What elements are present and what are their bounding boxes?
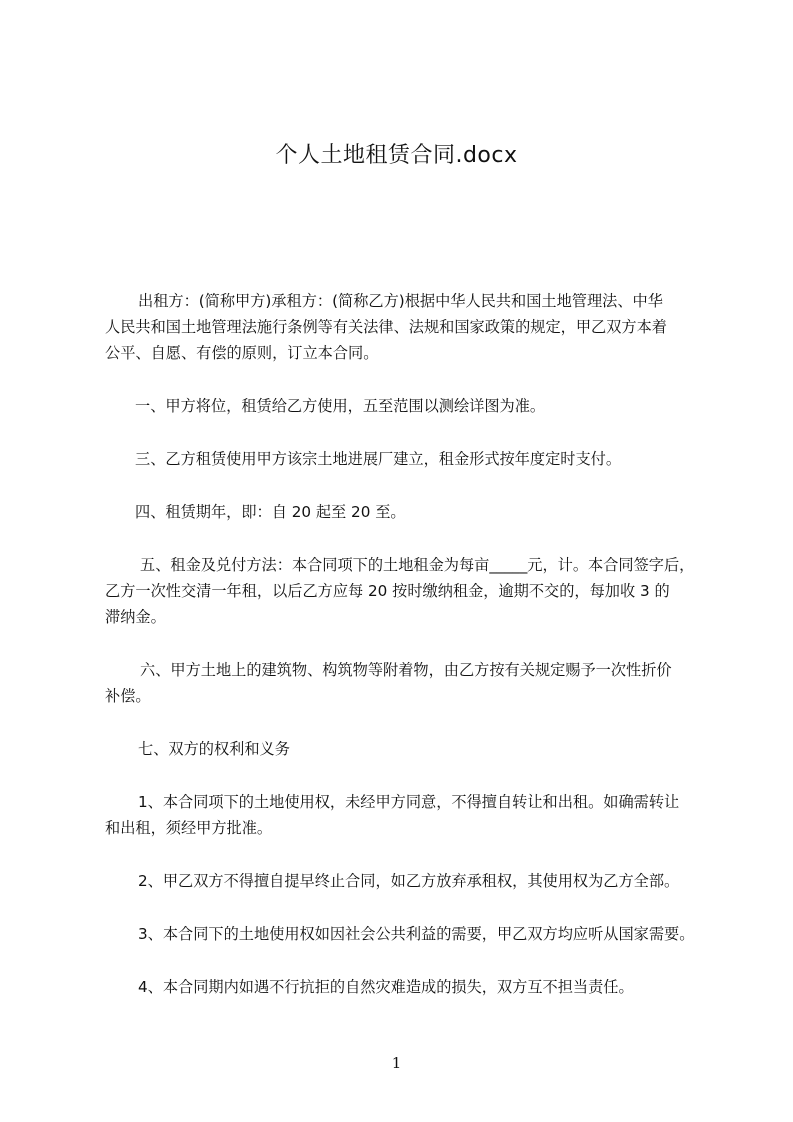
paragraph-line: 4、本合同期内如遇不行抗拒的自然灾难造成的损失，双方互不担当责任。: [138, 978, 634, 996]
clause-5: [105, 552, 720, 630]
paragraph-line: 人民共和国土地管理法施行条例等有关法律、法规和国家政策的规定，甲乙双方本着: [105, 318, 667, 336]
paragraph-line: 1、本合同项下的土地使用权，未经甲方同意，不得擅自转让和出租。如确需转让: [138, 793, 680, 811]
paragraph-intro: [105, 288, 720, 366]
clause-1: [105, 393, 720, 419]
clause-7-item-4: [105, 974, 720, 1000]
clause-3: [105, 446, 720, 472]
paragraph-line: 公平、自愿、有偿的原则，订立本合同。: [105, 344, 379, 362]
document-title: 个人土地租赁合同.docx: [275, 143, 518, 168]
paragraph-line: 乙方一次性交清一年租，以后乙方应每 20 按时缴纳租金，逾期不交的，每加收 3 的: [105, 582, 670, 600]
clause-4: [105, 499, 720, 525]
page-number: 1: [391, 1054, 402, 1072]
paragraph-line: 和出租，须经甲方批准。: [105, 819, 273, 837]
paragraph-line: 三、乙方租赁使用甲方该宗土地进展厂建立，租金形式按年度定时支付。: [135, 450, 621, 468]
paragraph-line: 一、甲方将位，租赁给乙方使用，五至范围以测绘详图为准。: [135, 397, 546, 415]
clause-7: [105, 736, 720, 762]
paragraph-line: 3、本合同下的土地使用权如因社会公共利益的需要，甲乙双方均应听从国家需要。: [138, 925, 695, 943]
clause-7-item-3: [105, 921, 720, 947]
paragraph-line: 五、租金及兑付方法：本合同项下的土地租金为每亩_____元，计。本合同签字后，: [140, 556, 695, 574]
paragraph-line: 滞纳金。: [105, 608, 166, 626]
clause-7-item-1: [105, 789, 720, 841]
paragraph-line: 补偿。: [105, 687, 151, 705]
paragraph-line: 出租方：(简称甲方)承租方：(简称乙方)根据中华人民共和国土地管理法、中华: [138, 292, 663, 310]
clause-6: [105, 657, 720, 709]
document-body: [105, 288, 720, 1027]
paragraph-line: 四、租赁期年，即：自 20 起至 20 至。: [135, 503, 406, 521]
paragraph-line: 2、甲乙双方不得擅自提早终止合同，如乙方放弃承租权，其使用权为乙方全部。: [138, 872, 680, 890]
paragraph-line: 六、甲方土地上的建筑物、构筑物等附着物，由乙方按有关规定赐予一次性折价: [140, 661, 672, 679]
clause-7-item-2: [105, 868, 720, 894]
paragraph-line: 七、双方的权利和义务: [138, 740, 290, 758]
